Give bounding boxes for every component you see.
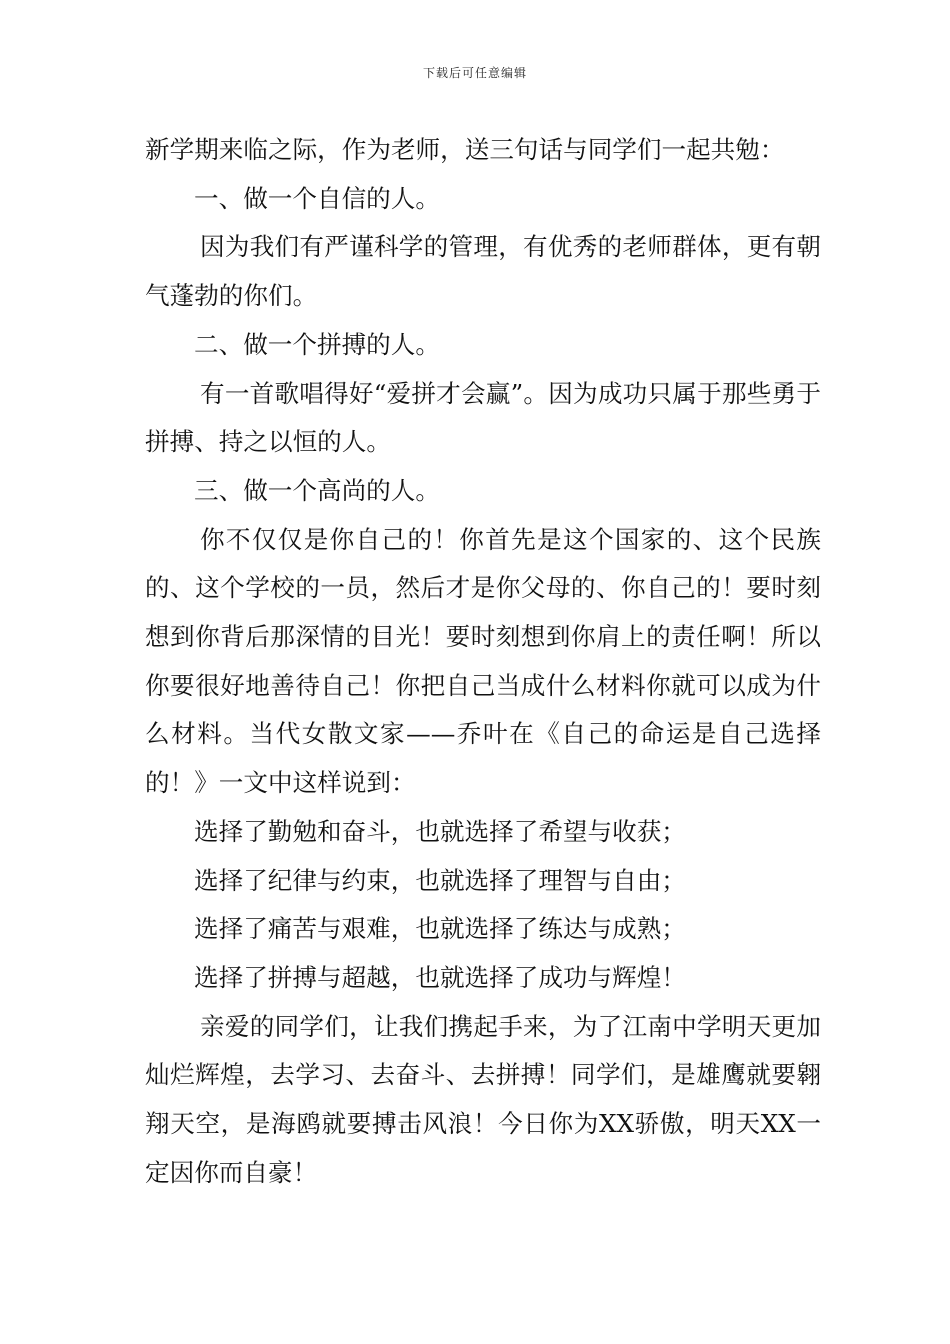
document-body [145, 126, 821, 1197]
intro-paragraph: 新学期来临之际，作为老师，送三句话与同学们一起共勉： [145, 135, 785, 164]
header-note: 下载后可任意编辑 [422, 66, 527, 80]
quote-line: 选择了拼搏与超越，也就选择了成功与辉煌！ [194, 962, 686, 992]
quote-line: 选择了勤勉和奋斗，也就选择了希望与收获； [194, 816, 686, 846]
heading-confident: 一、做一个自信的人。 [194, 183, 440, 213]
closing-paragraph: 亲爱的同学们，让我们携起手来，为了江南中学明天更加灿烂辉煌，去学习、去奋斗、去拼搏！同学们，是雄鹰就要翱翔天空，是海鸥就要搏击风浪！今日你为XX骄傲，明天XX一定因你而自豪！ [145, 1011, 821, 1187]
paragraph-confident: 因为我们有严谨科学的管理，有优秀的老师群体，更有朝气蓬勃的你们。 [145, 232, 821, 311]
paragraph-noble: 你不仅仅是你自己的！你首先是这个国家的、这个民族的、这个学校的一员，然后才是你父母的、你自己的！要时刻想到你背后那深情的目光！要时刻想到你肩上的责任啊！所以你要很好地善待自己！你把自己当成什么材料你就可以成为什么材料。当代女散文家——乔叶在《自己的命运是自己选择的！》一文中这样说到： [145, 524, 821, 798]
quote-line: 选择了纪律与约束，也就选择了理智与自由； [194, 865, 686, 895]
heading-strive: 二、做一个拼搏的人。 [194, 329, 440, 359]
paragraph-strive: 有一首歌唱得好“爱拼才会赢”。因为成功只属于那些勇于拼搏、持之以恒的人。 [145, 378, 821, 457]
quote-block [145, 808, 821, 1003]
quote-line: 选择了痛苦与艰难，也就选择了练达与成熟； [194, 914, 686, 944]
heading-noble: 三、做一个高尚的人。 [194, 475, 440, 505]
